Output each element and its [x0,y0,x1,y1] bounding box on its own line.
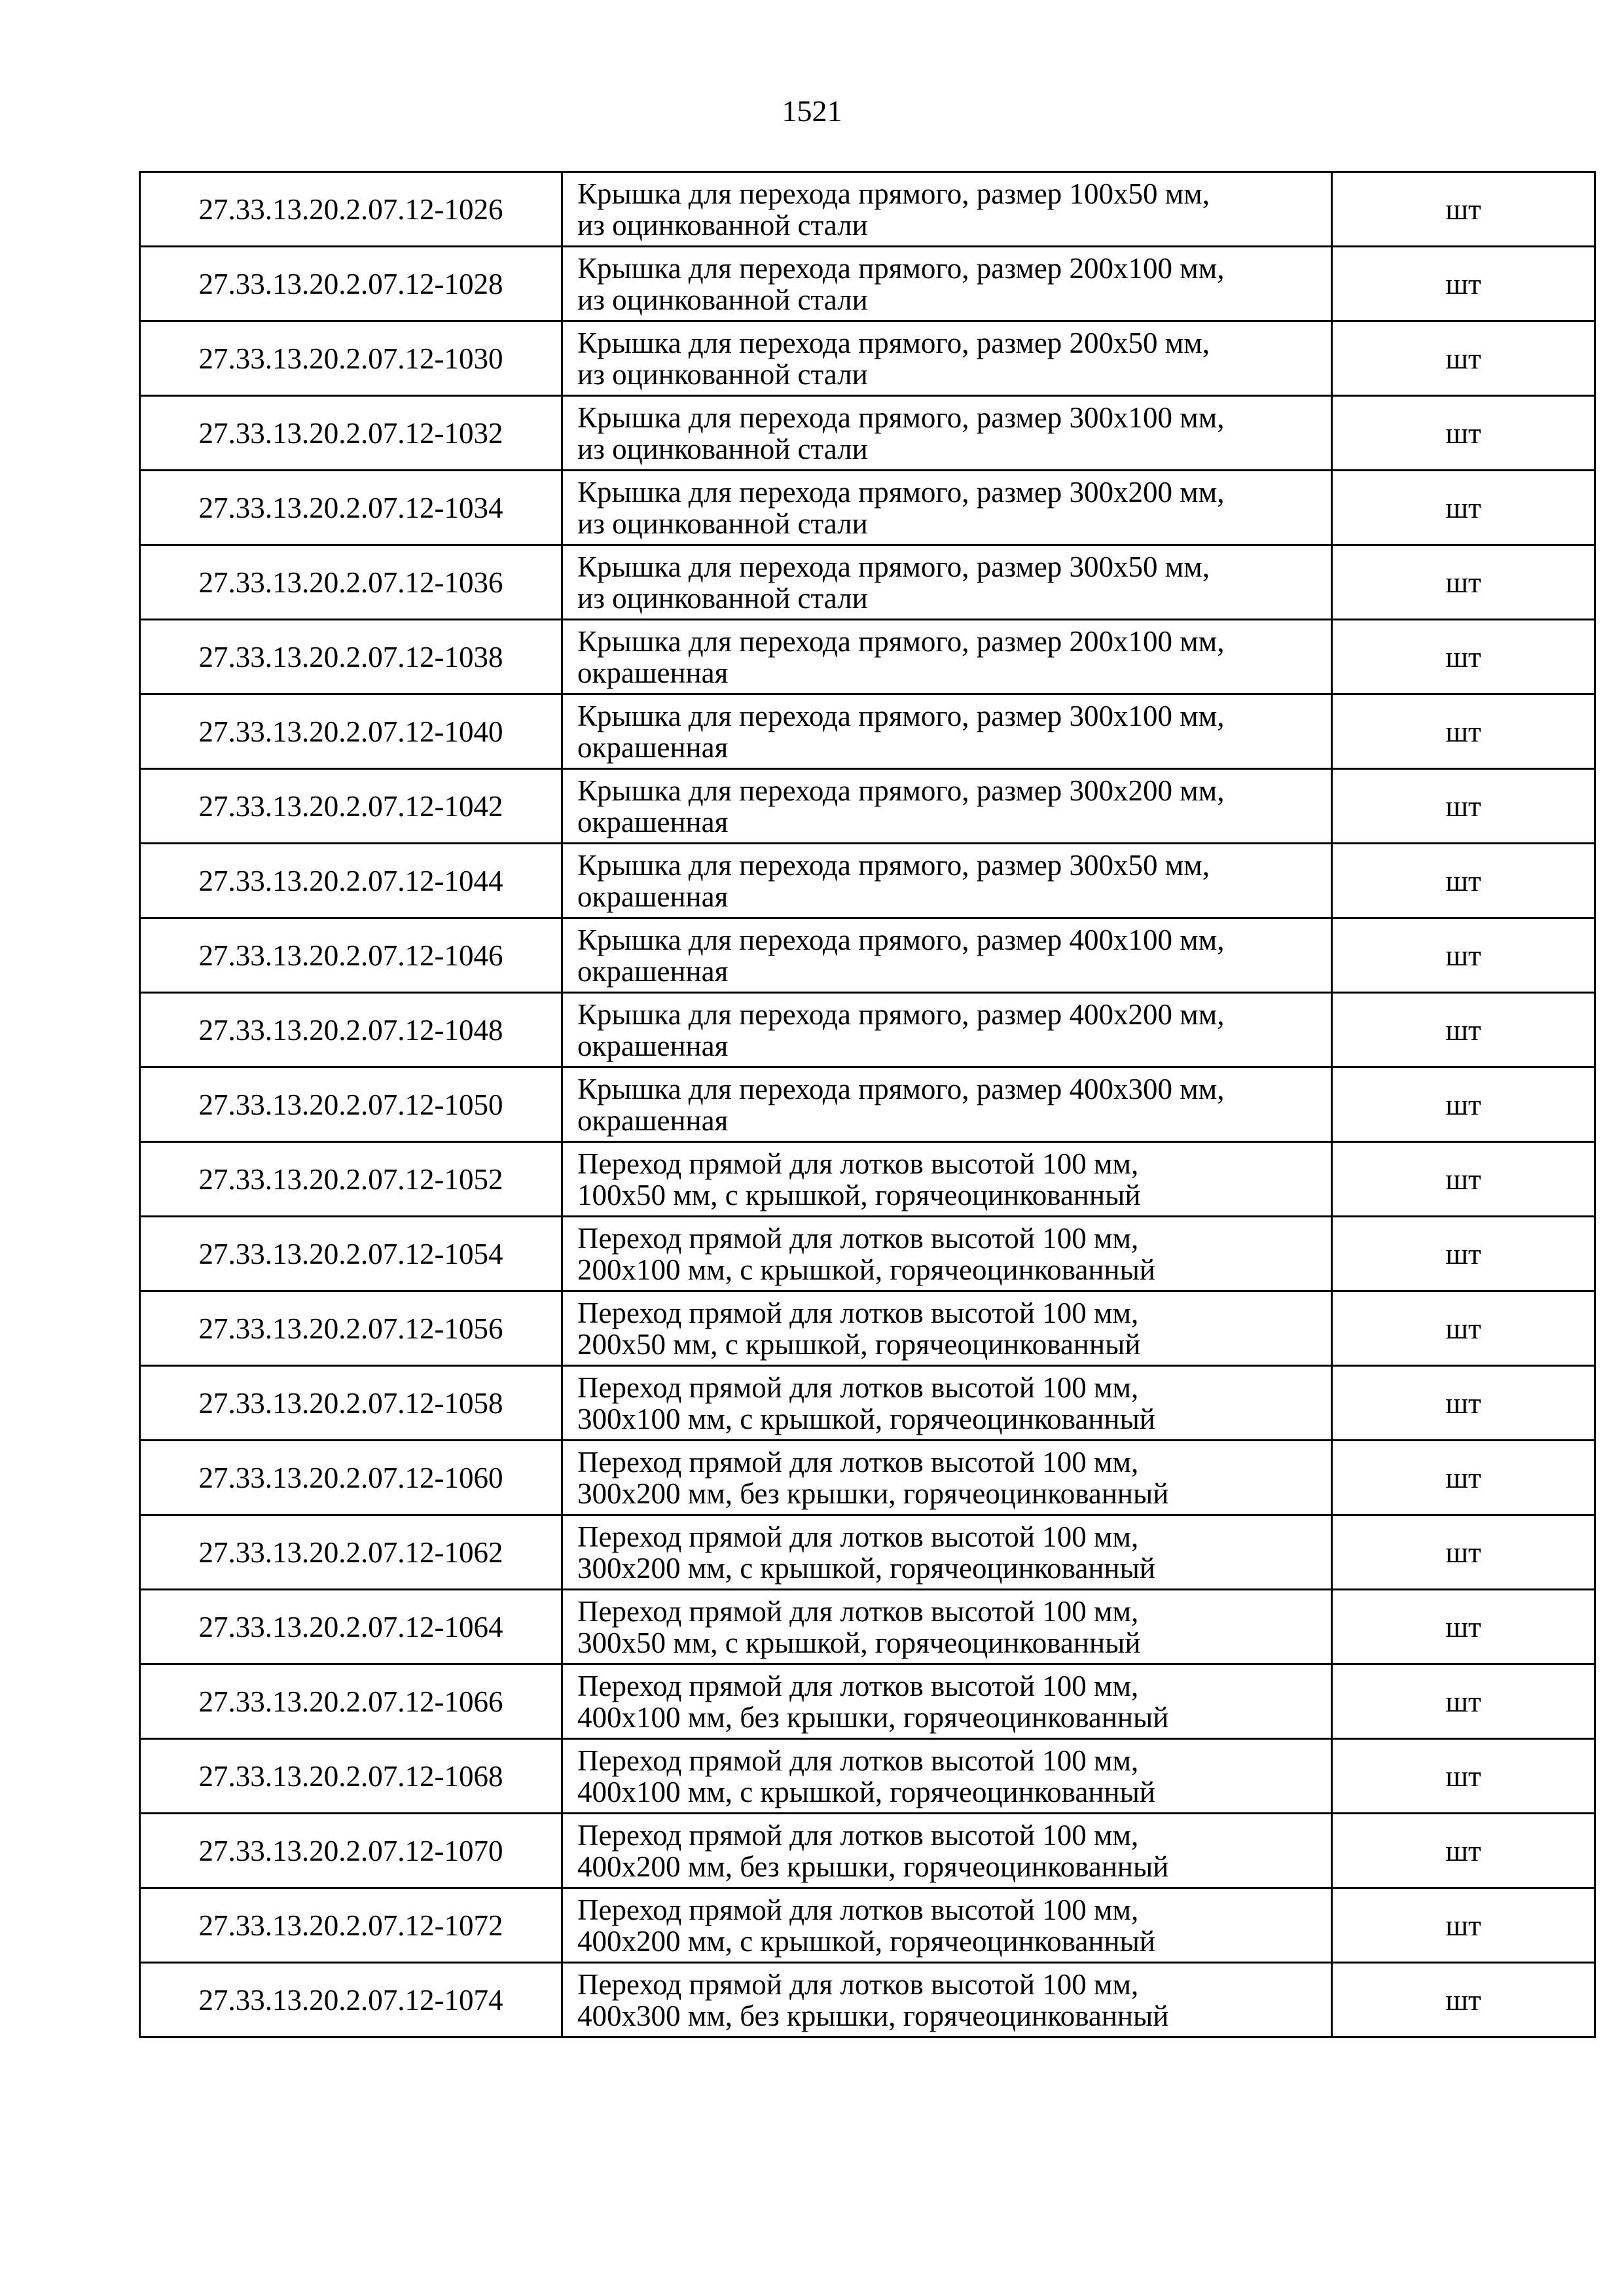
table-row [140,1067,1595,1142]
table-row [140,545,1595,620]
resource-code: 27.33.13.20.2.07.12-1068 [140,1739,562,1814]
table-row [140,396,1595,471]
resource-code: 27.33.13.20.2.07.12-1074 [140,1963,562,2037]
resource-description [562,1664,1332,1739]
table-row [140,1888,1595,1963]
description-line-1: Крышка для перехода прямого, размер 200х50 мм, [577,326,1210,359]
description-line-1: Крышка для перехода прямого, размер 300х200 мм, [577,475,1225,509]
description-line-1: Переход прямой для лотков высотой 100 мм, [577,1818,1139,1852]
resource-code: 27.33.13.20.2.07.12-1056 [140,1291,562,1366]
resource-code: 27.33.13.20.2.07.12-1058 [140,1366,562,1441]
description-line-1: Крышка для перехода прямого, размер 300х50 мм, [577,848,1210,882]
resource-code: 27.33.13.20.2.07.12-1038 [140,620,562,694]
description-line-1: Переход прямой для лотков высотой 100 мм, [577,1221,1139,1255]
resource-code: 27.33.13.20.2.07.12-1034 [140,471,562,545]
table-body [140,172,1595,2037]
table-row [140,1739,1595,1814]
description-line-2: 400х100 мм, с крышкой, горячеоцинкованный [577,1775,1155,1808]
unit-of-measure: шт [1332,1888,1595,1963]
resource-description [562,545,1332,620]
description-line-2: из оцинкованной стали [577,507,868,540]
description-line-2: 300х200 мм, без крышки, горячеоцинкованный [577,1477,1169,1510]
description-line-1: Переход прямой для лотков высотой 100 мм, [577,1520,1139,1553]
resource-code: 27.33.13.20.2.07.12-1040 [140,694,562,769]
resource-description [562,1366,1332,1441]
description-line-2: 400х300 мм, без крышки, горячеоцинкованный [577,1999,1169,2032]
description-line-1: Переход прямой для лотков высотой 100 мм, [577,1147,1139,1180]
unit-of-measure: шт [1332,1739,1595,1814]
table-row [140,1366,1595,1441]
description-line-2: из оцинкованной стали [577,432,868,465]
resource-description [562,1142,1332,1217]
description-line-1: Переход прямой для лотков высотой 100 мм, [577,1594,1139,1628]
table-row [140,620,1595,694]
description-line-1: Переход прямой для лотков высотой 100 мм, [577,1744,1139,1777]
description-line-1: Переход прямой для лотков высотой 100 мм, [577,1371,1139,1404]
table-row [140,1814,1595,1888]
resource-description [562,1590,1332,1664]
resource-code: 27.33.13.20.2.07.12-1044 [140,844,562,918]
resource-description [562,844,1332,918]
description-line-2: окрашенная [577,1029,729,1062]
table-row [140,1963,1595,2037]
description-line-2: окрашенная [577,656,729,689]
description-line-2: окрашенная [577,1103,729,1137]
unit-of-measure: шт [1332,1067,1595,1142]
resource-code: 27.33.13.20.2.07.12-1054 [140,1217,562,1291]
unit-of-measure: шт [1332,321,1595,396]
description-line-1: Крышка для перехода прямого, размер 400х100 мм, [577,923,1225,956]
unit-of-measure: шт [1332,396,1595,471]
resource-code: 27.33.13.20.2.07.12-1050 [140,1067,562,1142]
resource-code: 27.33.13.20.2.07.12-1028 [140,247,562,321]
unit-of-measure: шт [1332,694,1595,769]
description-line-2: 200х50 мм, с крышкой, горячеоцинкованный [577,1327,1141,1361]
unit-of-measure: шт [1332,1515,1595,1590]
description-line-2: окрашенная [577,805,729,838]
table-row [140,1291,1595,1366]
unit-of-measure: шт [1332,918,1595,993]
resource-code: 27.33.13.20.2.07.12-1042 [140,769,562,844]
resource-description [562,918,1332,993]
description-line-2: 300х100 мм, с крышкой, горячеоцинкованный [577,1402,1155,1435]
table-row [140,321,1595,396]
unit-of-measure: шт [1332,247,1595,321]
resource-description [562,1888,1332,1963]
description-line-2: из оцинкованной стали [577,283,868,316]
resource-description [562,321,1332,396]
description-line-2: 400х200 мм, без крышки, горячеоцинкованный [577,1850,1169,1883]
resource-code: 27.33.13.20.2.07.12-1046 [140,918,562,993]
table-row [140,769,1595,844]
unit-of-measure: шт [1332,1441,1595,1515]
description-line-1: Переход прямой для лотков высотой 100 мм, [577,1296,1139,1329]
description-line-2: окрашенная [577,880,729,913]
resource-description [562,471,1332,545]
description-line-1: Крышка для перехода прямого, размер 100х50 мм, [577,177,1210,210]
table-row [140,1515,1595,1590]
description-line-1: Переход прямой для лотков высотой 100 мм, [577,1967,1139,2001]
resource-code: 27.33.13.20.2.07.12-1060 [140,1441,562,1515]
description-line-2: из оцинкованной стали [577,357,868,391]
resource-description [562,694,1332,769]
unit-of-measure: шт [1332,1963,1595,2037]
resource-description [562,1515,1332,1590]
resource-code: 27.33.13.20.2.07.12-1036 [140,545,562,620]
page-number: 1521 [782,94,842,128]
table-row [140,1217,1595,1291]
table-row [140,172,1595,247]
table-row [140,993,1595,1067]
description-line-1: Крышка для перехода прямого, размер 200х100 мм, [577,251,1225,285]
resource-description [562,1739,1332,1814]
table-row [140,844,1595,918]
table-row [140,918,1595,993]
unit-of-measure: шт [1332,1664,1595,1739]
description-line-1: Крышка для перехода прямого, размер 400х300 мм, [577,1072,1225,1105]
resource-description [562,1067,1332,1142]
table-row [140,247,1595,321]
resource-description [562,396,1332,471]
description-line-1: Переход прямой для лотков высотой 100 мм, [577,1669,1139,1702]
description-line-2: из оцинкованной стали [577,581,868,615]
resource-code: 27.33.13.20.2.07.12-1048 [140,993,562,1067]
resource-description [562,1291,1332,1366]
unit-of-measure: шт [1332,769,1595,844]
resource-description [562,620,1332,694]
table-row [140,471,1595,545]
unit-of-measure: шт [1332,172,1595,247]
unit-of-measure: шт [1332,545,1595,620]
resource-description [562,993,1332,1067]
resource-table [139,171,1596,2038]
resource-description [562,172,1332,247]
description-line-2: из оцинкованной стали [577,208,868,242]
description-line-2: окрашенная [577,730,729,764]
description-line-1: Переход прямой для лотков высотой 100 мм, [577,1445,1139,1479]
unit-of-measure: шт [1332,1814,1595,1888]
resource-description [562,1814,1332,1888]
unit-of-measure: шт [1332,993,1595,1067]
description-line-1: Крышка для перехода прямого, размер 300х200 мм, [577,774,1225,807]
description-line-1: Крышка для перехода прямого, размер 200х100 мм, [577,624,1225,658]
table-row [140,1590,1595,1664]
description-line-1: Переход прямой для лотков высотой 100 мм, [577,1893,1139,1926]
resource-description [562,247,1332,321]
description-line-1: Крышка для перехода прямого, размер 300х100 мм, [577,401,1225,434]
resource-code: 27.33.13.20.2.07.12-1030 [140,321,562,396]
resource-code: 27.33.13.20.2.07.12-1072 [140,1888,562,1963]
unit-of-measure: шт [1332,620,1595,694]
description-line-1: Крышка для перехода прямого, размер 300х50 мм, [577,550,1210,583]
description-line-2: 400х200 мм, с крышкой, горячеоцинкованный [577,1924,1155,1958]
description-line-1: Крышка для перехода прямого, размер 300х100 мм, [577,699,1225,732]
description-line-2: 200х100 мм, с крышкой, горячеоцинкованный [577,1253,1155,1286]
table-row [140,1664,1595,1739]
description-line-2: 300х50 мм, с крышкой, горячеоцинкованный [577,1626,1141,1659]
resource-description [562,1217,1332,1291]
unit-of-measure: шт [1332,1217,1595,1291]
description-line-2: 300х200 мм, с крышкой, горячеоцинкованный [577,1551,1155,1585]
resource-description [562,1441,1332,1515]
resource-code: 27.33.13.20.2.07.12-1070 [140,1814,562,1888]
resource-code: 27.33.13.20.2.07.12-1026 [140,172,562,247]
unit-of-measure: шт [1332,471,1595,545]
description-line-1: Крышка для перехода прямого, размер 400х200 мм, [577,997,1225,1031]
table-row [140,1142,1595,1217]
description-line-2: окрашенная [577,954,729,988]
resource-code: 27.33.13.20.2.07.12-1062 [140,1515,562,1590]
table-row [140,1441,1595,1515]
resource-code: 27.33.13.20.2.07.12-1066 [140,1664,562,1739]
description-line-2: 400х100 мм, без крышки, горячеоцинкованный [577,1700,1169,1734]
description-line-2: 100х50 мм, с крышкой, горячеоцинкованный [577,1178,1141,1211]
unit-of-measure: шт [1332,844,1595,918]
resource-code: 27.33.13.20.2.07.12-1052 [140,1142,562,1217]
unit-of-measure: шт [1332,1590,1595,1664]
resource-description [562,1963,1332,2037]
resource-code: 27.33.13.20.2.07.12-1064 [140,1590,562,1664]
unit-of-measure: шт [1332,1142,1595,1217]
resource-description [562,769,1332,844]
unit-of-measure: шт [1332,1291,1595,1366]
resource-code: 27.33.13.20.2.07.12-1032 [140,396,562,471]
unit-of-measure: шт [1332,1366,1595,1441]
table-row [140,694,1595,769]
